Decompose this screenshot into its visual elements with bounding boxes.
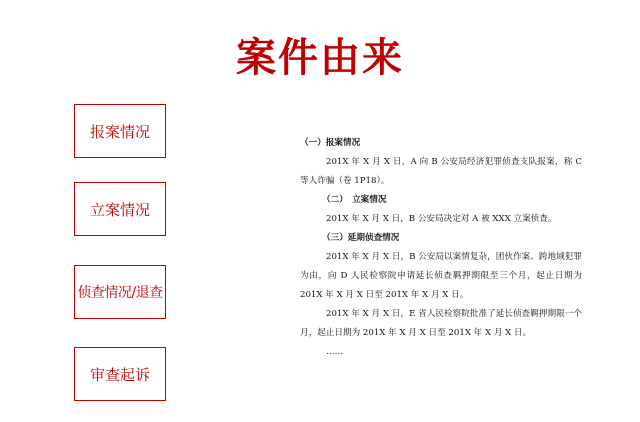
nav-button-investigation[interactable]: 侦查情况/退查 xyxy=(74,265,166,319)
section-heading-report: （一）报案情况 xyxy=(300,138,361,148)
section-heading-filing: （二） 立案情况 xyxy=(322,195,387,205)
paragraph-filing: 201X 年 X 月 X 日，B 公安局决定对 A 被 XXX 立案侦查。 xyxy=(326,214,557,224)
ellipsis-text: …… xyxy=(326,347,344,357)
paragraph-extension-1: 201X 年 X 月 X 日，B 公安局以案情复杂，团伙作案、跨地域犯罪为由，向 D 人民检察院申请延长侦查羁押期限至三个月，起止日期为 201X 年 X 月 X 日至 201X 年 X 月 X 日。 xyxy=(300,252,582,300)
nav-button-filing[interactable]: 立案情况 xyxy=(74,182,166,236)
page-title: 案件由来 xyxy=(236,35,404,81)
section-heading-extension: （三）延期侦查情况 xyxy=(322,233,400,243)
paragraph-report: 201X 年 X 月 X 日，A 向 B 公安局经济犯罪侦查支队报案，称 C 等人诈骗（卷 1P18）。 xyxy=(300,157,582,186)
nav-button-prosecution-review[interactable]: 审查起诉 xyxy=(74,347,166,401)
case-document xyxy=(300,134,582,362)
paragraph-extension-2: 201X 年 X 月 X 日，E 省人民检察院批准了延长侦查羁押期限一个月，起止日期为 201X 年 X 月 X 日至 201X 年 X 月 X 日。 xyxy=(300,309,582,338)
nav-button-report[interactable]: 报案情况 xyxy=(74,104,166,158)
